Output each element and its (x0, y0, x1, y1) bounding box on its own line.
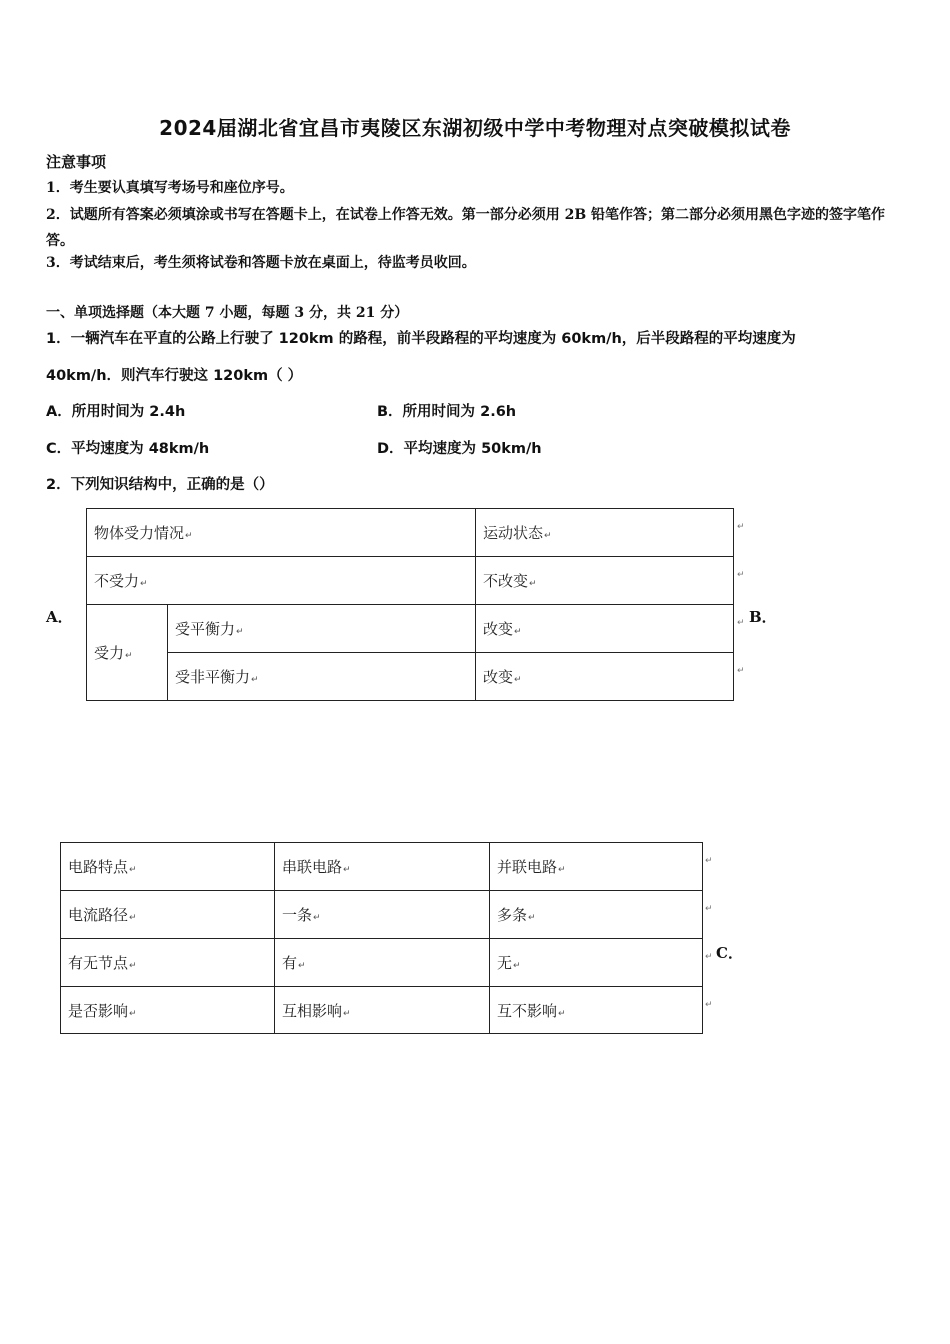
section-heading: 一、单项选择题（本大题 7 小题，每题 3 分，共 21 分） (46, 305, 409, 321)
question-1-line-2: 40km/h．则汽车行驶这 120km（ ） (46, 368, 303, 384)
table-cell: 运动状态↵ (476, 509, 734, 557)
q2-option-b-label: B． (749, 608, 777, 626)
table-cell: 多条↵ (490, 891, 703, 939)
q1-option-b: B．所用时间为 2.6h (377, 404, 517, 420)
table-cell: 不受力↵ (87, 557, 476, 605)
row-end-mark: ↵ (737, 666, 745, 676)
table-cell: 是否影响↵ (61, 987, 275, 1034)
q1-option-d: D．平均速度为 50km/h (377, 441, 542, 457)
notice-heading: 注意事项 (46, 153, 107, 171)
table-cell: 受平衡力↵ (168, 605, 476, 653)
table-cell: 有↵ (275, 939, 490, 987)
row-end-mark: ↵ (737, 522, 745, 532)
table-cell: 电路特点↵ (61, 843, 275, 891)
notice-item-2: 2．试题所有答案必须填涂或书写在答题卡上，在试卷上作答无效。第一部分必须用 2B 铅笔作答；第二部分必须用黑色字迹的签字笔作答。 (46, 207, 886, 249)
force-motion-table (86, 508, 734, 701)
row-end-mark: ↵ (737, 618, 745, 628)
row-end-mark: ↵ (705, 1000, 713, 1010)
table-cell: 无↵ (490, 939, 703, 987)
circuit-table (60, 842, 703, 1034)
q2-option-c-label: C． (716, 944, 743, 962)
table-cell: 改变↵ (476, 653, 734, 701)
table-cell: 互相影响↵ (275, 987, 490, 1034)
table-cell: 受力↵ (87, 605, 168, 701)
table-cell: 物体受力情况↵ (87, 509, 476, 557)
notice-item-1: 1．考生要认真填写考场号和座位序号。 (46, 180, 294, 196)
table-cell: 受非平衡力↵ (168, 653, 476, 701)
row-end-mark: ↵ (705, 856, 713, 866)
table-cell: 互不影响↵ (490, 987, 703, 1034)
table-cell: 不改变↵ (476, 557, 734, 605)
question-1-line-1: 1．一辆汽车在平直的公路上行驶了 120km 的路程，前半段路程的平均速度为 60km/h，后半段路程的平均速度为 (46, 331, 796, 347)
table-cell: 改变↵ (476, 605, 734, 653)
table-cell: 一条↵ (275, 891, 490, 939)
table-cell: 并联电路↵ (490, 843, 703, 891)
row-end-mark: ↵ (705, 904, 713, 914)
page-title: 2024届湖北省宜昌市夷陵区东湖初级中学中考物理对点突破模拟试卷 (159, 116, 791, 140)
row-end-mark: ↵ (737, 570, 745, 580)
table-cell: 串联电路↵ (275, 843, 490, 891)
q2-option-a-label: A． (46, 608, 73, 626)
q1-option-c: C．平均速度为 48km/h (46, 441, 210, 457)
table-cell: 有无节点↵ (61, 939, 275, 987)
notice-item-3: 3．考试结束后，考生须将试卷和答题卡放在桌面上，待监考员收回。 (46, 255, 476, 271)
question-2-stem: 2．下列知识结构中，正确的是（） (46, 477, 274, 493)
table-cell: 电流路径↵ (61, 891, 275, 939)
row-end-mark: ↵ (705, 952, 713, 962)
q1-option-a: A．所用时间为 2.4h (46, 404, 186, 420)
